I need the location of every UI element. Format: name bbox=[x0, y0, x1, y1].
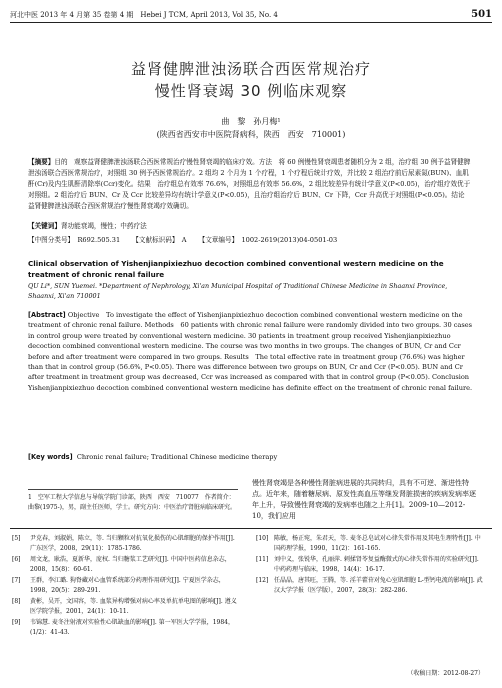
en-keywords-text: Chronic renal failure; Traditional Chinese medicine therapy bbox=[76, 453, 278, 461]
cn-keywords bbox=[28, 220, 474, 230]
reference-item: [6] 周文龙，耿浩，夏新华，庞权. 当归糖浆工艺研究[J]. 中国中医药信息杂志，2008，15(8)：60-61. bbox=[12, 556, 231, 573]
en-abstract-text: Objective To investigate the effect of Yishenjianpixiezhuo decoction combined conventional western medicine on the treatment of chronic renal failure. Methods 60 patients with chronic renal failure were randomly divided into two groups. 30 cases in control group were treated by conventional western medicine. 30 patients in treatment group received Yishenjianpixiezhuo decoction combined conventional western medicine. The course was two months in two groups. The changes of BUN, Cr and Ccr before and after treatment were compared in two groups. Results The total effective rate in treatment group (76.6%) was higher than that in control group (56.6%, P<0.05). There was difference between two groups on BUN, Cr and Ccr (P<0.05). BUN and Cr after treatment in treatment group was decreased, Ccr was increased as compared with that in control group (P<0.05). Conclusion Yishenjianpixiezhuo decoction combined conventional western medicine has definite effect on the treatment of chronic renal failure. bbox=[28, 311, 476, 392]
cn-abstract bbox=[28, 157, 474, 212]
page-number: 501 bbox=[471, 9, 492, 20]
en-keywords bbox=[28, 453, 474, 461]
running-header bbox=[10, 8, 492, 23]
reference-item: [9] 韦锦慧. 麦冬注射液对实验性心肌缺血的影响[J]. 第一军医大学学报，1984，(1/2)：41-43. bbox=[12, 619, 234, 636]
footnote: 1 空军工程大学信息与导航学院门诊部，陕西 西安 710077 作者简介：曲黎(1975-)，男，副主任医师，学士。研究方向：中医治疗肾脏病临床研究。 bbox=[28, 489, 238, 512]
authors: 曲 黎 孙月梅¹ bbox=[221, 117, 281, 126]
cn-abstract-label: 【摘要】 bbox=[28, 158, 55, 166]
reference-item: [8] 黄彬，吴开，文国容，等. 血浆异构增强对病心率及单抗单电图的影响[J]. 遵义医学院学报，2001，24(1)：10-11. bbox=[12, 598, 237, 615]
reference-item: [11] 刘中义，张锐华，孔丽萍. 刺揉肾苓复益酶微式的心律失常作用的实验研究[J]. 中药药理与临床，1998，14(4)：16-17. bbox=[256, 556, 479, 573]
journal-info: 河北中医 2013 年 4 月第 35 卷第 4 期 Hebei J TCM, April 2013, Vol 35, No. 4 bbox=[10, 11, 278, 19]
doc-code: 【文献标识码】 A bbox=[132, 236, 187, 244]
affiliation: (陕西省西安市中医院肾病科，陕西 西安 710001) bbox=[156, 130, 346, 139]
divider bbox=[10, 528, 492, 529]
cn-abstract-text: 目的 观察益肾健脾泄浊汤联合西医常规治疗慢性肾衰竭的临床疗效。方法 将 60 例慢性肾衰竭患者随机分为 2 组，治疗组 30 例予益肾健脾泄浊汤联合西医常规治疗，对照组 30 例予西医常规治疗。2 组均 2 个月为 1 个疗程，1 个疗程后统计疗效，并比较 2 组治疗前后尿素氮(BUN)、血肌酐(Cr)及内生肌酐清除率(Ccr)变化。结果 治疗组总有效率 76.6%，对照组总有效率 56.6%，2 组比较差异有统计学意义(P<0.05)，治疗组疗效优于对照组。2 组治疗后 BUN、Cr 及 Ccr 比较差异均有统计学意义(P<0.05)，且治疗组治疗后 BUN、Cr 下降，Ccr 升高优于对照组(P<0.05)。结论 益肾健脾泄浊汤联合西医常规治疗慢性肾衰竭疗效确切。 bbox=[28, 158, 472, 210]
title-line-1: 益肾健脾泄浊汤联合西医常规治疗 bbox=[130, 60, 371, 78]
references-right bbox=[256, 534, 486, 597]
reference-item: [7] 王群，李江璐. 狗脊藏对心血管系统部分药理作用研究[J]. 宁夏医学杂志，1998，20(5)：289-291. bbox=[12, 577, 225, 594]
english-authors: QU Li*, SUN Yuemei. *Department of Nephrology, Xi'an Municipal Hospital of Traditional Chinese Medicine in Shaanxi Province, Shaanxi, Xi'an 710001 bbox=[28, 282, 448, 300]
received-date: （收稿日期：2012-08-27） bbox=[407, 670, 484, 677]
clc-number: 【中图分类号】 R692.505.31 bbox=[28, 236, 121, 244]
cn-keywords-text: 肾功能衰竭，慢性；中药疗法 bbox=[60, 222, 147, 230]
en-keywords-label: [Key words] bbox=[28, 453, 73, 461]
cn-keywords-label: 【关键词】 bbox=[28, 222, 61, 230]
en-abstract bbox=[28, 310, 474, 393]
reference-item: [12] 任晶晶，唐其旺，王腾，等. 淫羊藿苷对兔心室肌细胞 L-型钙电流的影响[J]. 武汉大学学报（医学版），2007，28(3)：282-286. bbox=[256, 577, 483, 594]
reference-item: [10] 陈敏，杨正宛，朱君天，等. 麦冬总皂试对心律失常作用及其电生理特性[J]. 中国药理学报，1990，11(2)：161-165. bbox=[256, 535, 481, 552]
english-title: Clinical observation of Yishenjianpixiezhuo decoction combined conventional western medicine on the treatment of chronic renal failure bbox=[28, 259, 444, 279]
body-text: 慢性肾衰竭是各种慢性肾脏病进展的共同转归，具有不可逆、渐进性特点。近年来，随着糖尿病、原发性高血压等继发肾脏损害的疾病发病率逐年上升，导致慢性肾衰竭的发病率也随之上升[1]。2009-10—2012-10，我们应用 bbox=[252, 479, 476, 520]
title-line-2: 慢性肾衰竭 30 例临床观察 bbox=[154, 82, 348, 100]
references-left bbox=[12, 534, 242, 639]
en-abstract-label: [Abstract] bbox=[28, 311, 66, 319]
article-number: 【文章编号】 1002-2619(2013)04-0501-03 bbox=[198, 236, 338, 244]
reference-item: [5] 尹克春，刘淑娟，陈立，等. 当归颗粒对抗氧化损伤的心肌细胞的保护作用[J]. 广东医学，2008，29(11)：1785-1786. bbox=[12, 535, 235, 552]
classification bbox=[28, 234, 474, 244]
